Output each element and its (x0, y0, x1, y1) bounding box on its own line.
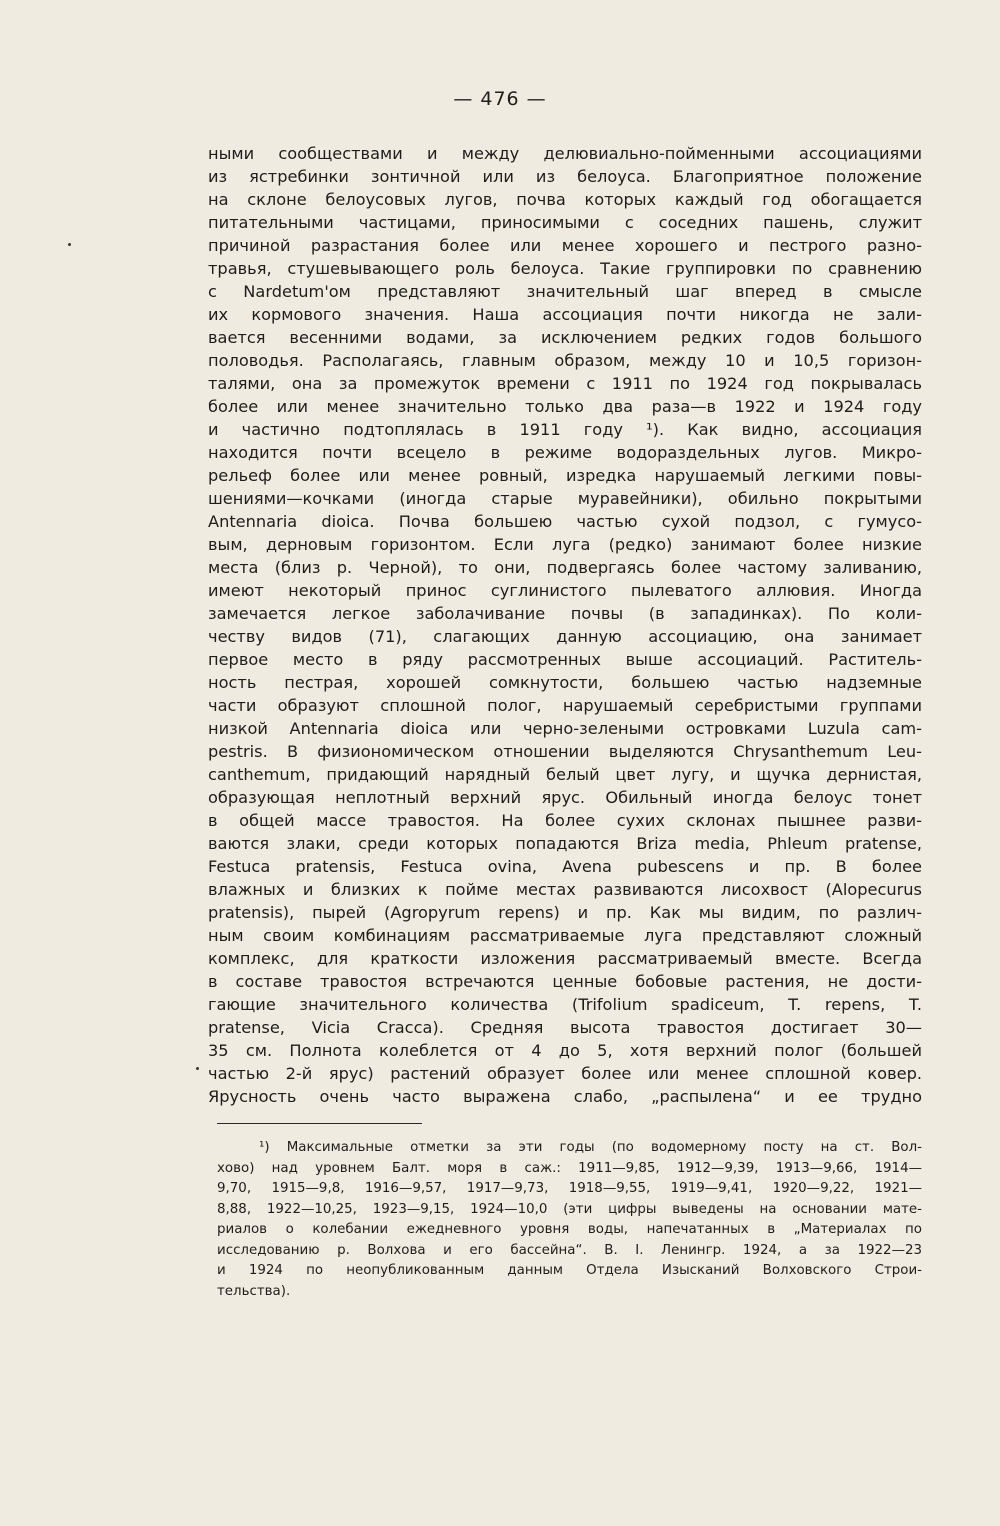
footnote-line: хово) над уровнем Балт. моря в саж.: 1911—9,85, 1912—9,39, 1913—9,66, 1914— (217, 1160, 922, 1176)
text-line: части образуют сплошной полог, нарушаемый серебристыми группами (208, 696, 922, 715)
text-line: места (близ р. Черной), то они, подвергаясь более частому заливанию, (208, 558, 922, 577)
paper-speck (68, 243, 71, 246)
text-line: замечается легкое заболачивание почвы (в западинках). По коли- (208, 604, 922, 623)
text-line: 35 см. Полнота колеблется от 4 до 5, хотя верхний полог (большей (208, 1041, 922, 1060)
text-line: половодья. Располагаясь, главным образом, между 10 и 10,5 горизон- (208, 351, 922, 370)
text-line: ваются злаки, среди которых попадаются Briza media, Phleum pratense, (208, 834, 922, 853)
text-line: вым, дерновым горизонтом. Если луга (редко) занимают более низкие (208, 535, 922, 554)
text-line: pratense, Vicia Cracca). Средняя высота травостоя достигает 30— (208, 1018, 922, 1037)
text-line: частью 2-й ярус) растений образует более или менее сплошной ковер. (208, 1064, 922, 1083)
footnote (217, 1138, 922, 1302)
footnote-line: тельства). (217, 1283, 291, 1299)
text-line: на склоне белоусовых лугов, почва которых каждый год обогащается (208, 190, 922, 209)
footnote-line: риалов о колебании ежедневного уровня воды, напечатанных в „Материалах по (217, 1222, 922, 1237)
text-line: более или менее значительно только два раза—в 1922 и 1924 году (208, 397, 922, 416)
text-line: из ястребинки зонтичной или из белоуса. Благоприятное положение (208, 167, 922, 186)
text-line: Antennaria dioica. Почва большею частью сухой подзол, с гумусо- (208, 512, 922, 531)
text-line: питательными частицами, приносимыми с соседних пашень, служит (208, 213, 922, 232)
text-line: ность пестрая, хорошей сомкнутости, большею частью надземные (208, 673, 922, 692)
text-line: находится почти всецело в режиме водораздельных лугов. Микро- (208, 443, 922, 462)
text-line: pratensis), пырей (Agropyrum repens) и пр. Как мы видим, по различ- (208, 903, 922, 922)
text-line: честву видов (71), слагающих данную ассоциацию, она занимает (208, 627, 922, 646)
text-line: причиной разрастания более или менее хорошего и пестрого разно- (208, 236, 922, 255)
text-line: имеют некоторый принос суглинистого пылеватого аллювия. Иногда (208, 581, 922, 600)
footnote-divider (217, 1123, 422, 1124)
text-line: гающие значительного количества (Trifolium spadiceum, T. repens, T. (208, 995, 922, 1014)
text-line: и частично подтоплялась в 1911 году ¹). Как видно, ассоциация (208, 420, 922, 439)
footnote-line: 8,88, 1922—10,25, 1923—9,15, 1924—10,0 (эти цифры выведены на основании мате- (217, 1201, 922, 1217)
body-text (208, 142, 922, 1108)
text-line: комплекс, для краткости изложения рассматриваемый вместе. Всегда (208, 949, 922, 968)
text-line: их кормового значения. Наша ассоциация почти никогда не зали- (208, 305, 922, 324)
text-line: низкой Antennaria dioica или черно-зелеными островками Luzula cam- (208, 719, 922, 738)
footnote-line: 9,70, 1915—9,8, 1916—9,57, 1917—9,73, 1918—9,55, 1919—9,41, 1920—9,22, 1921— (217, 1181, 922, 1196)
paper-speck (196, 1067, 199, 1070)
text-line: шениями—кочками (иногда старые муравейники), обильно покрытыми (208, 489, 922, 508)
text-line: рельеф более или менее ровный, изредка нарушаемый легкими повы- (208, 466, 922, 485)
text-line: первое место в ряду рассмотренных выше ассоциаций. Раститель- (208, 650, 922, 669)
text-line: травья, стушевывающего роль белоуса. Такие группировки по сравнению (208, 259, 922, 278)
text-line: вается весенними водами, за исключением редких годов большого (208, 328, 922, 347)
text-line: в общей массе травостоя. На более сухих склонах пышнее разви- (208, 811, 922, 830)
text-line: образующая неплотный верхний ярус. Обильный иногда белоус тонет (208, 788, 922, 807)
footnote-line: исследованию р. Волхова и его бассейна“. В. I. Ленингр. 1924, а за 1922—23 (217, 1242, 922, 1258)
text-line: талями, она за промежуток времени с 1911 по 1924 год покрывалась (208, 374, 922, 393)
text-line: с Nardetum'ом представляют значительный шаг вперед в смысле (208, 282, 922, 301)
text-line: canthemum, придающий нарядный белый цвет лугу, и щучка дернистая, (208, 765, 922, 784)
footnote-line: ¹) Максимальные отметки за эти годы (по водомерному посту на ст. Вол- (259, 1140, 922, 1155)
page-number: — 476 — (453, 88, 547, 110)
text-line: в составе травостоя встречаются ценные бобовые растения, не дости- (208, 972, 922, 991)
text-line: ными сообществами и между делювиально-пойменными ассоциациями (208, 144, 922, 163)
text-line: влажных и близких к пойме местах развиваются лисохвост (Alopecurus (208, 880, 922, 899)
text-line: ным своим комбинациям рассматриваемые луга представляют сложный (208, 926, 922, 945)
text-line: Ярусность очень часто выражена слабо, „распылена“ и ее трудно (208, 1087, 922, 1106)
text-line: pestris. В физиономическом отношении выделяются Chrysanthemum Leu- (208, 742, 922, 761)
text-line: Festuca pratensis, Festuca ovina, Avena pubescens и пр. В более (208, 857, 922, 876)
footnote-line: и 1924 по неопубликованным данным Отдела Изысканий Волховского Строи- (217, 1263, 922, 1278)
